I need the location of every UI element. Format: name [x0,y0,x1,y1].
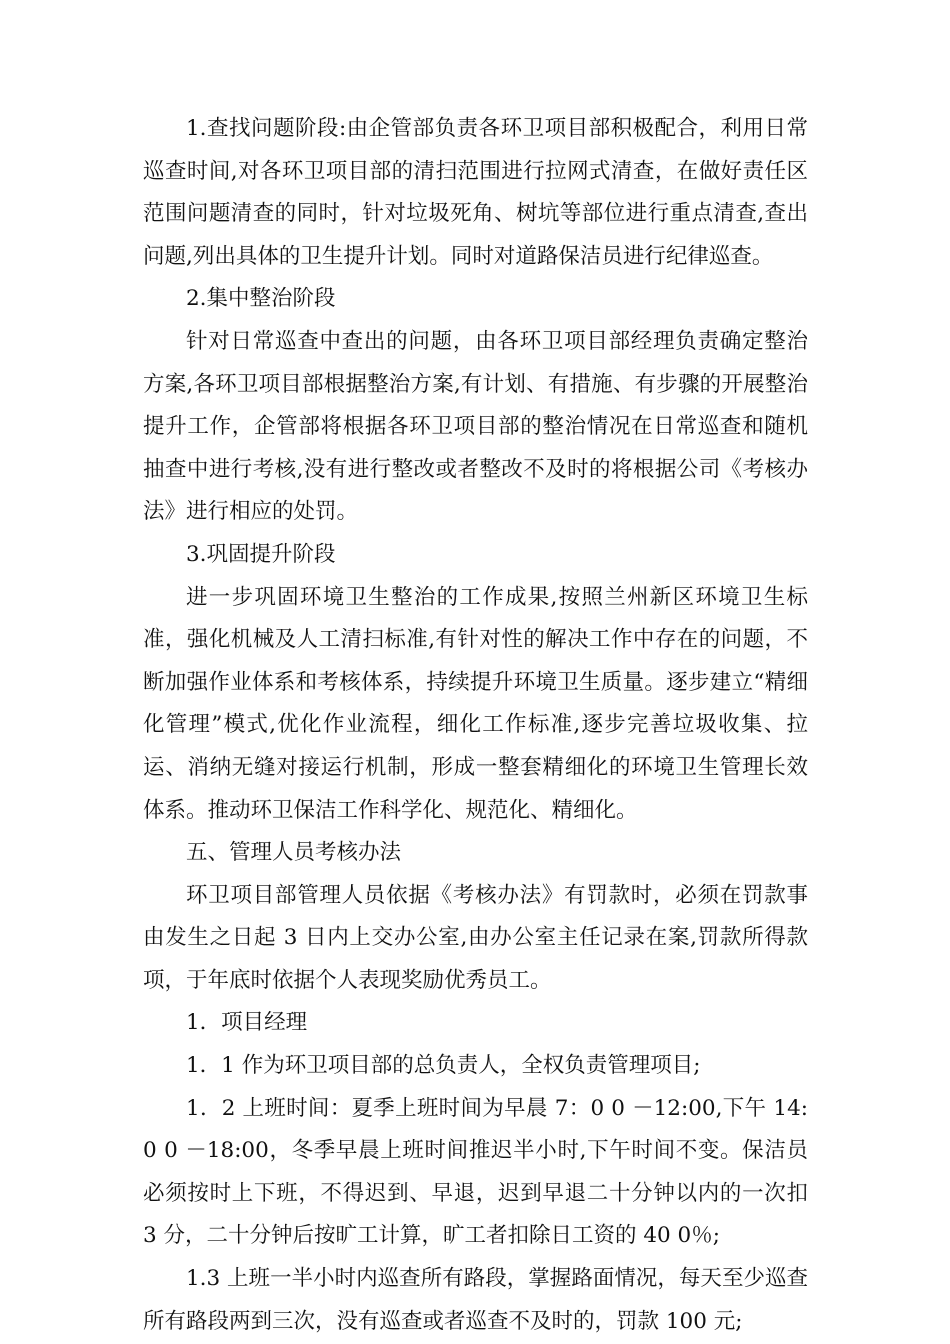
item-1-1: 1．1 作为环卫项目部的总负责人，全权负责管理项目; [186,1053,701,1079]
paragraph-fine-handling: 环卫项目部管理人员依据《考核办法》有罚款时，必须在罚款事由发生之日起 3 日内上交办公室,由办公室主任记录在案,罚款所得款项，于年底时依据个人表现奖励优秀员工。 [143,882,808,993]
paragraph-stage-1-find-problems: 1.查找问题阶段:由企管部负责各环卫项目部积极配合，利用日常巡查时间,对各环卫项目部的清扫范围进行拉网式清查，在做好责任区范围问题清查的同时，针对垃圾死角、树坑等部位进行重点清查,查出问题,列出具体的卫生提升计划。同时对道路保洁员进行纪律巡查。 [143,116,808,269]
document-body [143,108,808,1343]
paragraph-stage-3-consolidation: 进一步巩固环境卫生整治的工作成果,按照兰州新区环境卫生标准，强化机械及人工清扫标准,有针对性的解决工作中存在的问题，不断加强作业体系和考核体系，持续提升环境卫生质量。逐步建立“精细化管理”模式,优化作业流程，细化工作标准,逐步完善垃圾收集、拉运、消纳无缝对接运行机制，形成一整套精细化的环境卫生管理长效体系。推动环卫保洁工作科学化、规范化、精细化。 [143,584,808,823]
heading-project-manager: 1．项目经理 [186,1010,308,1036]
item-1-3-patrol: 1.3 上班一半小时内巡查所有路段，掌握路面情况，每天至少巡查所有路段两到三次，没有巡查或者巡查不及时的，罚款 100 元; [143,1266,808,1334]
heading-stage-2: 2.集中整治阶段 [186,286,336,312]
section-heading-management-assessment: 五、管理人员考核办法 [186,840,402,866]
heading-stage-3: 3.巩固提升阶段 [186,541,336,567]
paragraph-stage-2-rectification: 针对日常巡查中查出的问题，由各环卫项目部经理负责确定整治方案,各环卫项目部根据整治方案,有计划、有措施、有步骤的开展整治提升工作，企管部将根据各环卫项目部的整治情况在日常巡查和随机抽查中进行考核,没有进行整改或者整改不及时的将根据公司《考核办法》进行相应的处罚。 [143,328,808,525]
item-1-2-working-hours: 1．2 上班时间：夏季上班时间为早晨 7：0 0 －12:00,下午 14:0 0 －18:00，冬季早晨上班时间推迟半小时,下午时间不变。保洁员必须按时上下班，不得迟到、早退，迟到早退二十分钟以内的一次扣 3 分，二十分钟后按旷工计算，旷工者扣除日工资的 40 0％; [143,1095,808,1249]
